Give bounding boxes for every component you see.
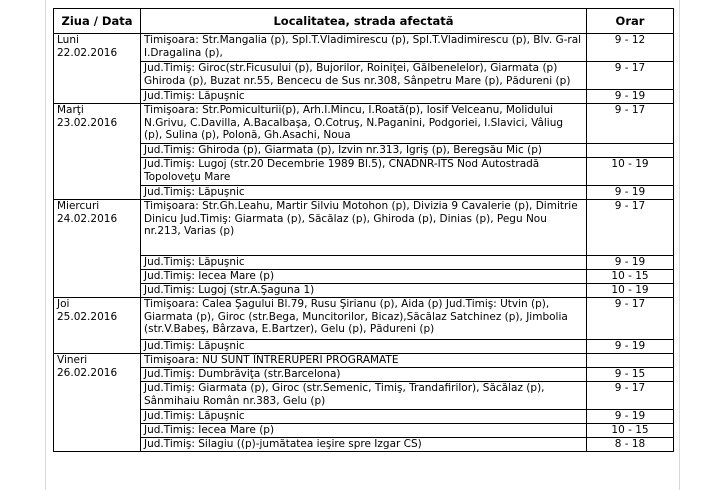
schedule-row [54,200,674,256]
hours-cell: 9 - 17 [587,200,674,256]
day-name: Vineri [57,354,88,366]
schedule-row [54,144,674,158]
day-name: Luni [57,34,79,46]
schedule-body [54,34,674,452]
hours-cell [587,144,674,158]
location-cell: Jud.Timiş: Dumbrăviţa (str.Barcelona) [141,368,587,382]
schedule-row [54,438,674,452]
day-date: 25.02.2016 [57,310,118,323]
schedule-row [54,368,674,382]
hours-cell: 10 - 15 [587,424,674,438]
schedule-row [54,284,674,298]
location-cell: Jud.Timiş: Lăpuşnic [141,256,587,270]
schedule-row [54,340,674,354]
hours-cell: 9 - 17 [587,382,674,410]
hours-cell [587,354,674,368]
hours-cell: 9 - 19 [587,186,674,200]
location-cell: Jud.Timiş: Iecea Mare (p) [141,270,587,284]
day-date: 23.02.2016 [57,116,118,129]
schedule-row [54,270,674,284]
location-cell: Timişoara: Str.Gh.Leahu, Martir Silviu Motohon (p), Divizia 9 Cavalerie (p), Dimitrie Dinicu Jud.Timiş: Giarmata (p), Săcălaz (p), Ghiroda (p), Dinias (p), Pegu Nou nr.213, Varias (p) [141,200,587,256]
location-cell: Timişoara: Str.Mangalia (p), Spl.T.Vladimirescu (p), Spl.T.Vladimirescu (p), Blv. G-ral I.Dragalina (p), [141,34,587,62]
schedule-row [54,354,674,368]
location-cell: Jud.Timiş: Lăpuşnic [141,410,587,424]
hours-cell: 9 - 15 [587,368,674,382]
day-cell [54,200,141,298]
day-date: 24.02.2016 [57,212,118,225]
location-cell: Jud.Timiş: Giroc(str.Ficusului (p), Bujorilor, Roiniţei, Gălbenelelor), Giarmata (p) Ghiroda (p), Buzat nr.55, Bencecu de Sus nr.308, Sânpetru Mare (p), Pădureni (p) [141,62,587,90]
schedule-row [54,424,674,438]
day-cell [54,354,141,452]
day-date: 22.02.2016 [57,46,118,59]
hours-cell: 9 - 19 [587,90,674,104]
schedule-row [54,104,674,144]
location-cell: Timişoara: Calea Şagului Bl.79, Rusu Şirianu (p), Aida (p) Jud.Timiş: Utvin (p), Giarmata (p), Giroc (str.Bega, Muncitorilor, Bicaz),Săcălaz Satchinez (p), Jimbolia (str.V.Babeş, Bârzava, E.Bartzer), Gelu (p), Pădureni (p) [141,298,587,340]
location-cell: Jud.Timiş: Lugoj (str.A.Şaguna 1) [141,284,587,298]
outage-schedule-table [53,8,674,452]
hours-cell: 9 - 19 [587,256,674,270]
schedule-row [54,90,674,104]
day-cell [54,298,141,354]
schedule-row [54,34,674,62]
header-location: Localitatea, strada afectată [141,9,587,34]
hours-cell: 10 - 15 [587,270,674,284]
hours-cell: 9 - 19 [587,340,674,354]
day-cell [54,34,141,104]
hours-cell: 9 - 17 [587,104,674,144]
schedule-row [54,62,674,90]
hours-cell: 9 - 12 [587,34,674,62]
location-cell: Jud.Timiş: Iecea Mare (p) [141,424,587,438]
schedule-row [54,158,674,186]
page-margin-right [679,0,680,490]
page-margin-left [45,0,46,490]
schedule-row [54,382,674,410]
location-cell: Jud.Timiş: Giarmata (p), Giroc (str.Semenic, Timiş, Trandafirilor), Săcălaz (p), Sânmihaiu Român nr.383, Gelu (p) [141,382,587,410]
location-cell: Jud.Timiş: Ghiroda (p), Giarmata (p), Izvin nr.313, Igriş (p), Beregsău Mic (p) [141,144,587,158]
day-cell [54,104,141,200]
location-cell: Jud.Timiş: Lăpuşnic [141,340,587,354]
hours-cell: 9 - 17 [587,298,674,340]
hours-cell: 10 - 19 [587,158,674,186]
schedule-row [54,410,674,424]
day-name: Marţi [57,104,84,116]
day-name: Joi [57,298,70,310]
hours-cell: 9 - 17 [587,62,674,90]
location-cell: Timişoara: Str.Pomiculturii(p), Arh.I.Mincu, I.Roată(p), Iosif Velceanu, Molidului N.Grivu, C.Davilla, A.Bacalbaşa, O.Cotruş, N.Paganini, Podgoriei, I.Slavici, Vâliug (p), Sulina (p), Polonă, Gh.Asachi, Noua [141,104,587,144]
hours-cell: 8 - 18 [587,438,674,452]
hours-cell: 9 - 19 [587,410,674,424]
header-hours: Orar [587,9,674,34]
location-cell: Jud.Timiş: Lăpuşnic [141,186,587,200]
header-day: Ziua / Data [54,9,141,34]
day-date: 26.02.2016 [57,366,118,379]
location-cell: Timişoara: NU SUNT ÎNTRERUPERI PROGRAMATE [141,354,587,368]
location-cell: Jud.Timiş: Lăpuşnic [141,90,587,104]
location-cell: Jud.Timiş: Silagiu ((p)-jumătatea ieşire spre Izgar CS) [141,438,587,452]
schedule-row [54,256,674,270]
header-row [54,9,674,34]
hours-cell: 10 - 19 [587,284,674,298]
day-name: Miercuri [57,200,100,212]
schedule-row [54,298,674,340]
schedule-row [54,186,674,200]
location-cell: Jud.Timiş: Lugoj (str.20 Decembrie 1989 Bl.5), CNADNR-ITS Nod Autostradă Topoloveţu Mare [141,158,587,186]
